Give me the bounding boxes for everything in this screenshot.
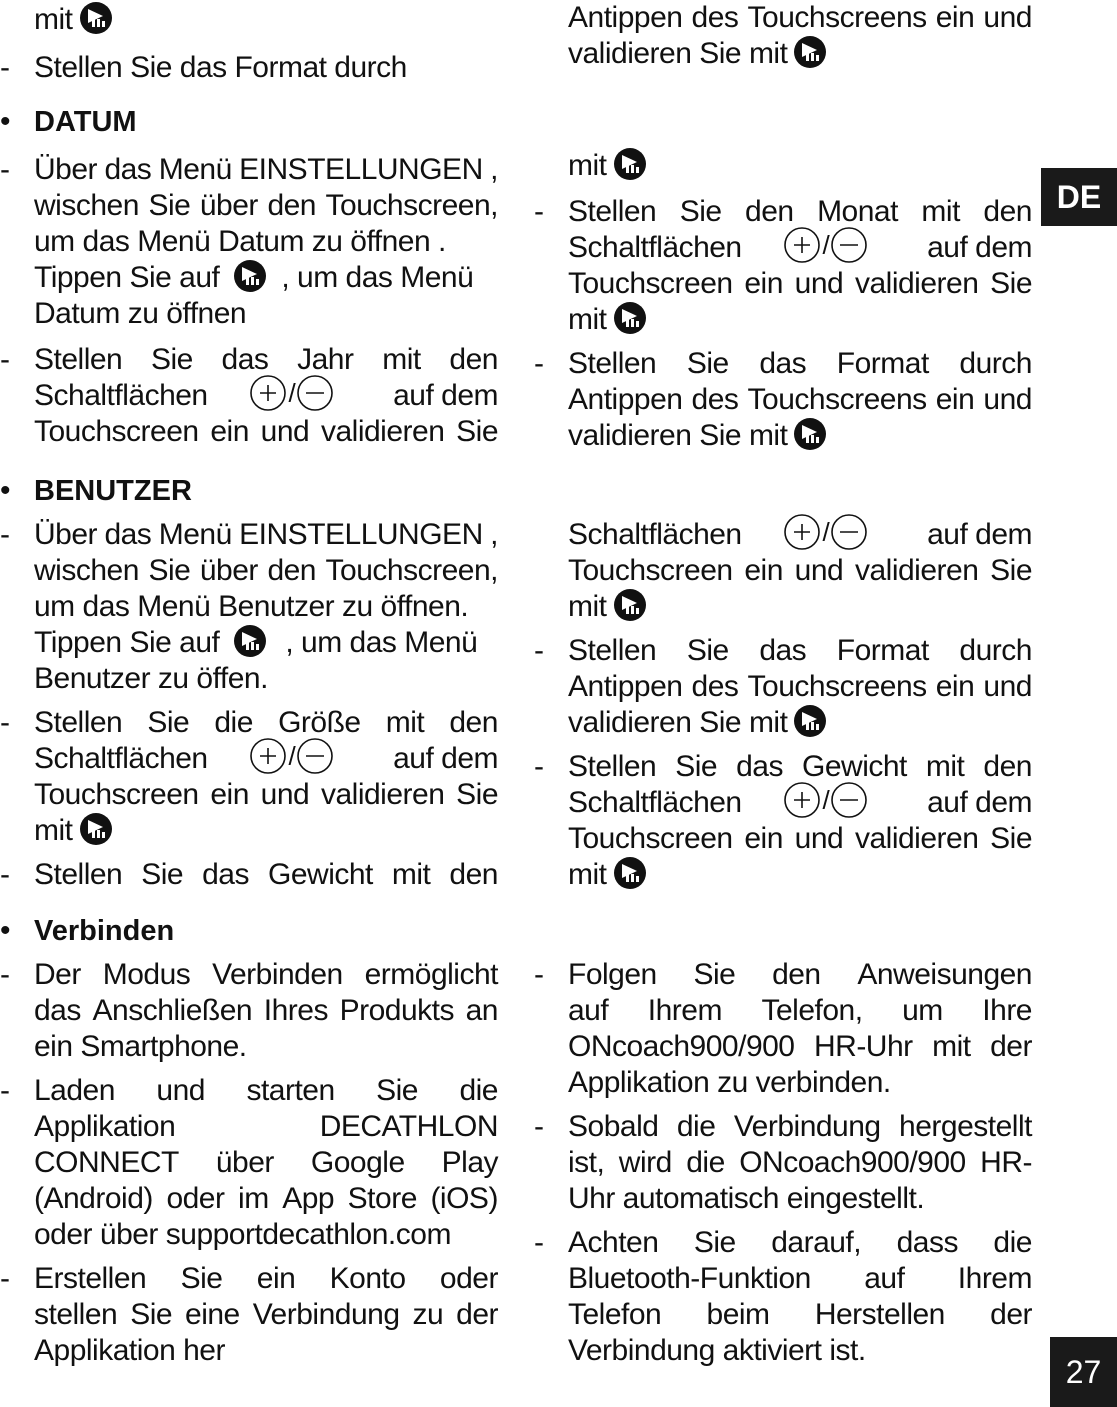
confirm-button-icon [613,301,647,335]
right-top-fragment [534,0,1034,72]
plus-icon [783,513,821,551]
text-line: Applikation zu verbinden. [568,1066,891,1099]
confirm-button-icon [793,704,827,738]
section-benutzer [0,473,500,893]
text-line: validieren Sie mit [568,36,1032,72]
text-line: Verbindung aktiviert ist. [568,1334,866,1367]
text-line: Stellen Sie das Gewicht mit den [568,750,1032,783]
text-line: ein Smartphone. [34,1030,247,1063]
list-bullet: • [0,474,11,507]
list-dash: - [0,518,10,551]
list-dash: - [0,51,10,84]
text-line: mit [568,857,1032,893]
text-line: mit [568,302,1032,338]
text-line: Stellen Sie das Format durch [568,634,1032,667]
plus-icon [783,226,821,264]
list-dash: - [534,1110,544,1143]
confirm-button-icon [613,856,647,890]
language-tab: DE [1041,168,1117,226]
confirm-button-icon [79,1,113,35]
minus-icon [296,737,334,775]
confirm-button-icon [793,417,827,451]
text-line: mit [568,148,1032,184]
text-line: (Android) oder im App Store (iOS) [34,1182,498,1215]
text-line: Bluetooth-Funktion auf Ihrem [568,1262,1032,1295]
text-line: ONcoach900/900 HR-Uhr mit der [568,1030,1032,1063]
confirm-button-icon [233,259,267,293]
plus-minus-buttons: / [249,374,334,412]
text-line: Schaltflächen / auf dem [568,517,1032,555]
text-line: Stellen Sie das Jahr mit den [34,343,498,376]
text-line: validieren Sie mit [568,705,1032,741]
text-line: wischen Sie über den Touchscreen, [34,554,498,587]
plus-minus-buttons: / [249,737,334,775]
plus-minus-buttons: / [783,781,868,819]
list-dash: - [0,343,10,376]
text-line: Datum zu öffnen [34,297,247,330]
section-verbinden [0,913,500,1369]
text-line: um das Menü Datum zu öffnen . [34,225,446,258]
text-line: Uhr automatisch eingestellt. [568,1182,925,1215]
text-line: Touchscreen ein und validieren Sie [34,415,498,448]
list-dash: - [0,1262,10,1295]
text-line: Stellen Sie den Monat mit den [568,195,1032,228]
text-line: Antippen des Touchscreens ein und [568,383,1032,416]
text-line: Telefon beim Herstellen der [568,1298,1032,1331]
text-line: Stellen Sie das Format durch [568,347,1032,380]
section-heading: DATUM [34,106,137,138]
text-line: Touchscreen ein und validieren Sie [568,822,1032,855]
text-line: Schaltflächen / auf dem [34,378,498,416]
list-dash: - [0,958,10,991]
section-datum [0,104,500,450]
text-line: wischen Sie über den Touchscreen, [34,189,498,222]
list-dash: - [534,634,544,667]
text-line: Tippen Sie auf , um das Menü [34,626,478,659]
plus-minus-buttons: / [783,226,868,264]
text-line: Über das Menü EINSTELLUNGEN , [34,518,498,551]
section-heading: Verbinden [34,915,175,947]
text-line: mit [34,3,73,36]
text-line: Tippen Sie auf , um das Menü [34,261,474,294]
text-line: auf Ihrem Telefon, um Ihre [568,994,1032,1027]
text-line: Antippen des Touchscreens ein und [568,1,1032,34]
minus-icon [830,226,868,264]
text-line: Sobald die Verbindung hergestellt [568,1110,1032,1143]
text-line: Touchscreen ein und validieren Sie [568,267,1032,300]
text-line: Schaltflächen / auf dem [568,230,1032,268]
text-line: Folgen Sie den Anweisungen [568,958,1032,991]
confirm-button-icon [613,588,647,622]
text-line: Schaltflächen / auf dem [34,741,498,779]
list-dash: - [0,1074,10,1107]
text-line: Erstellen Sie ein Konto oder [34,1262,498,1295]
list-dash: - [534,750,544,783]
text-line: stellen Sie eine Verbindung zu der [34,1298,498,1331]
list-dash: - [534,1226,544,1259]
right-benutzer-cont [534,517,1034,893]
confirm-button-icon [793,35,827,69]
plus-icon [249,374,287,412]
right-datum-cont [534,148,1034,454]
text-line: Achten Sie darauf, dass die [568,1226,1032,1259]
text-line: Der Modus Verbinden ermöglicht [34,958,498,991]
plus-icon [249,737,287,775]
confirm-button-icon [233,624,267,658]
text-line: Stellen Sie das Gewicht mit den [34,858,498,891]
right-verbinden-cont [534,957,1034,1369]
text-line: Applikation DECATHLON [34,1110,498,1143]
list-dash: - [534,195,544,228]
minus-icon [830,781,868,819]
list-bullet: • [0,105,11,138]
list-bullet: • [0,914,11,947]
text-line: validieren Sie mit [568,418,1032,454]
text-line: oder über supportdecathlon.com [34,1218,451,1251]
confirm-button-icon [79,812,113,846]
text-line: Touchscreen ein und validieren Sie [34,778,498,811]
text-line: Laden und starten Sie die [34,1074,498,1107]
section-heading: BENUTZER [34,475,192,507]
text-line: um das Menü Benutzer zu öffnen. [34,590,469,623]
text-line: mit [34,813,498,849]
text-line: Antippen des Touchscreens ein und [568,670,1032,703]
minus-icon [296,374,334,412]
page-number: 27 [1050,1337,1117,1407]
text-line: Stellen Sie die Größe mit den [34,706,498,739]
list-dash: - [0,706,10,739]
list-dash: - [534,347,544,380]
text-line: Stellen Sie das Format durch [34,51,407,84]
text-line: Applikation her [34,1334,225,1367]
text-line: das Anschließen Ihres Produkts an [34,994,498,1027]
text-line: Schaltflächen / auf dem [568,785,1032,823]
plus-icon [783,781,821,819]
list-dash: - [0,858,10,891]
text-line: Benutzer zu öffen. [34,662,268,695]
list-dash: - [534,958,544,991]
plus-minus-buttons: / [783,513,868,551]
text-line: CONNECT über Google Play [34,1146,498,1179]
text-line: ist, wird die ONcoach900/900 HR- [568,1146,1032,1179]
text-line: Über das Menü EINSTELLUNGEN , [34,153,498,186]
confirm-button-icon [613,147,647,181]
list-dash: - [0,153,10,186]
text-line: Touchscreen ein und validieren Sie [568,554,1032,587]
text-line: mit [568,589,1032,625]
minus-icon [830,513,868,551]
left-top-fragment [0,2,500,86]
